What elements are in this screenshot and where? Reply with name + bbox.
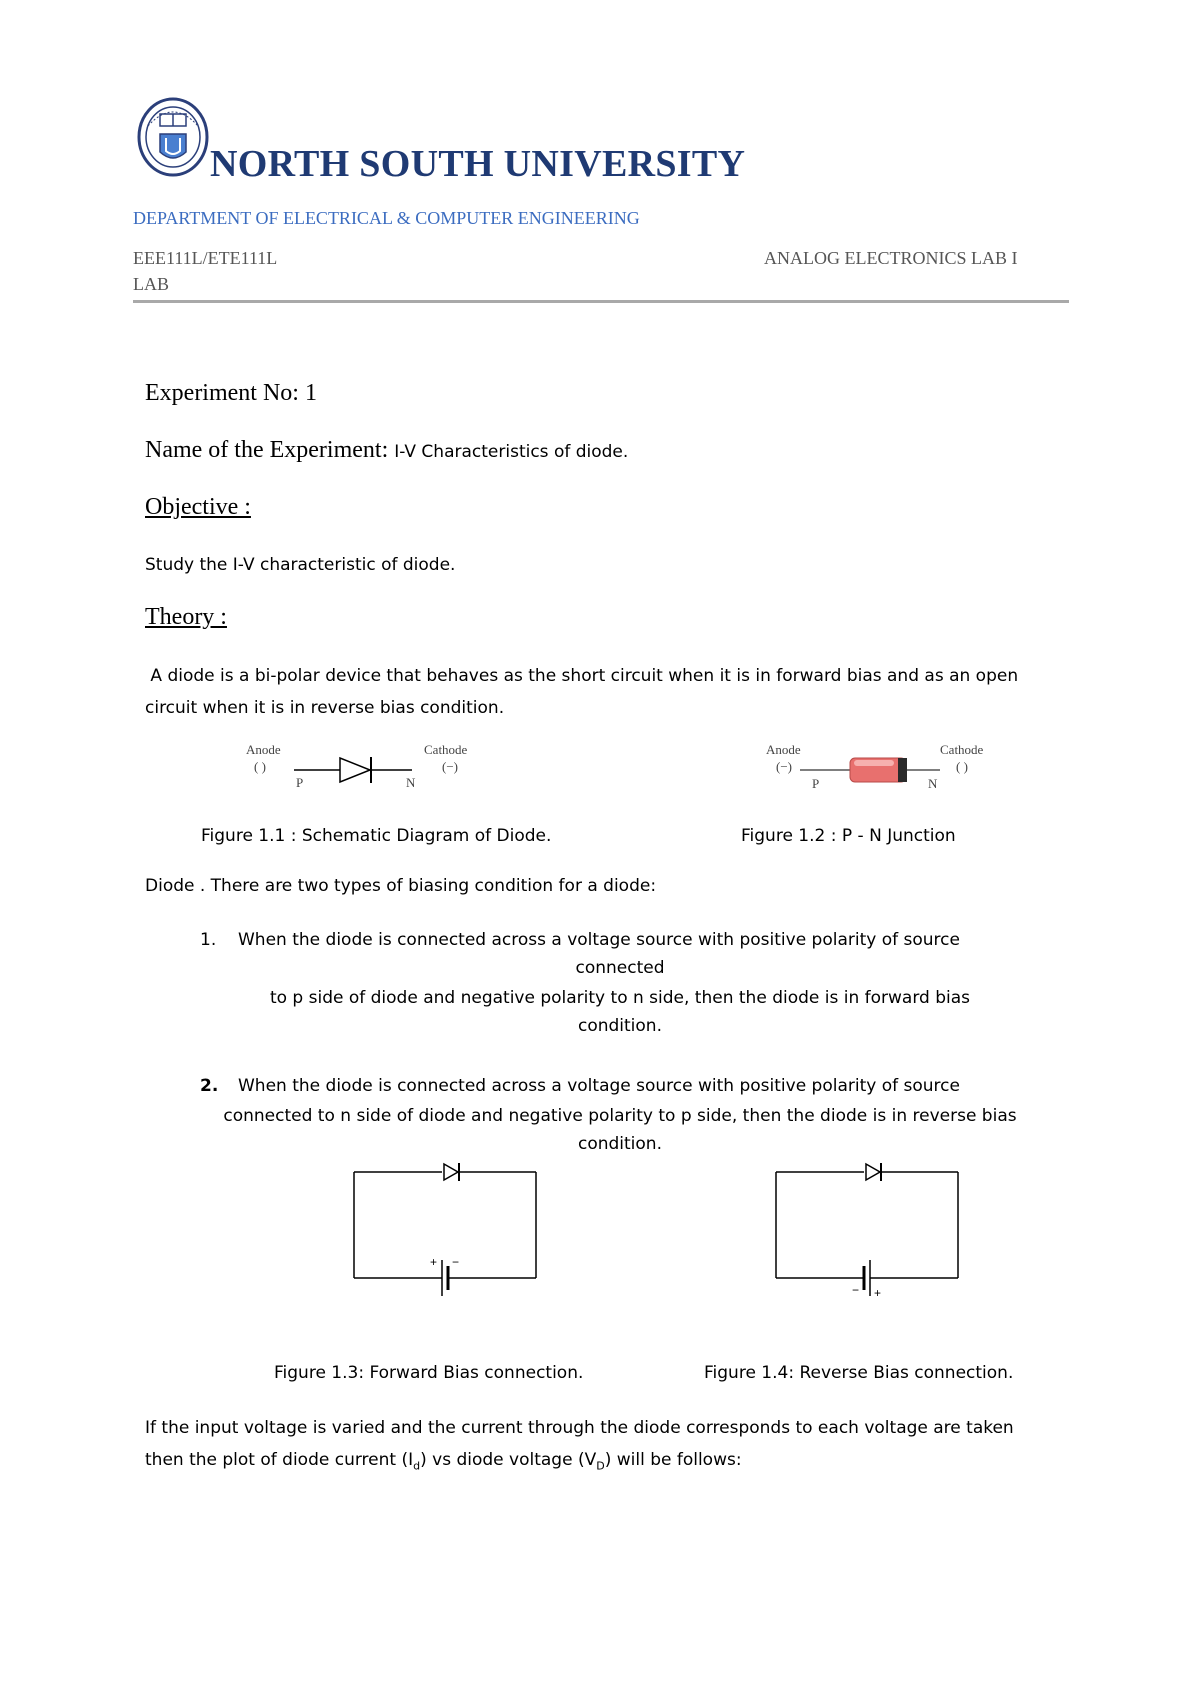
lab-name-tail: LAB bbox=[133, 274, 169, 294]
biasing-item-2-cont bbox=[145, 1102, 1095, 1158]
biasing-item-2 bbox=[200, 1072, 1040, 1100]
experiment-number: Experiment No: 1 bbox=[145, 380, 317, 406]
objective-heading: Objective : bbox=[145, 494, 251, 520]
biasing-item-2-number: 2. bbox=[200, 1076, 219, 1096]
figure-1-1-schematic bbox=[240, 740, 500, 792]
university-seal-logo bbox=[136, 96, 210, 178]
biasing-intro: Diode . There are two types of biasing condition for a diode: bbox=[145, 876, 657, 896]
figure-1-4-reverse-bias-circuit bbox=[770, 1160, 970, 1305]
fig4-minus-sign: − bbox=[852, 1283, 860, 1297]
biasing-item-2-line3: condition. bbox=[577, 1134, 662, 1154]
fig1-cathode-label: Cathode bbox=[424, 742, 468, 757]
fig1-p-label: P bbox=[296, 775, 304, 790]
experiment-name bbox=[145, 437, 628, 464]
header-divider bbox=[133, 300, 1069, 303]
figure-1-1-caption: Figure 1.1 : Schematic Diagram of Diode. bbox=[201, 826, 552, 846]
biasing-item-2-line2: connected to n side of diode and negative polarity to p side, then the diode is in reverse bias bbox=[223, 1106, 1017, 1126]
biasing-item-1 bbox=[200, 926, 1040, 982]
final-paragraph: If the input voltage is varied and the current through the diode corresponds to each voltage are taken then the plot of diode current $(I_d)$ vs diode voltage $(V_D)$ will be follows: bbox=[145, 1418, 1014, 1473]
figure-1-3-forward-bias-circuit bbox=[348, 1160, 548, 1300]
fig4-plus-sign: + bbox=[874, 1286, 882, 1300]
fig2-cathode-sign: ( ) bbox=[956, 759, 968, 774]
fig3-minus-sign: − bbox=[452, 1255, 460, 1269]
biasing-item-2-line1: When the diode is connected across a voltage source with positive polarity of source bbox=[238, 1076, 960, 1096]
biasing-item-1-cont bbox=[145, 984, 1095, 1040]
biasing-item-1-number: 1. bbox=[200, 930, 217, 950]
theory-paragraph: A diode is a bi-polar device that behaves as the short circuit when it is in forward bias and as an open circuit when it is in reverse bias condition. bbox=[145, 666, 1019, 718]
fig3-plus-sign: + bbox=[430, 1255, 438, 1269]
figure-1-2-caption: Figure 1.2 : P - N Junction bbox=[741, 826, 956, 846]
fig4-diode-icon bbox=[866, 1164, 880, 1180]
biasing-item-1-line2: connected bbox=[575, 958, 665, 978]
biasing-item-1-line1: When the diode is connected across a voltage source with positive polarity of source bbox=[238, 930, 960, 950]
fig2-n-label: N bbox=[928, 776, 938, 791]
fig2-anode-sign: (−) bbox=[776, 759, 792, 774]
fig2-p-label: P bbox=[812, 776, 820, 791]
department-name: DEPARTMENT OF ELECTRICAL & COMPUTER ENGINEERING bbox=[133, 208, 640, 228]
biasing-item-1-line3: to p side of diode and negative polarity to n side, then the diode is in forward bias bbox=[269, 988, 971, 1008]
objective-text: Study the I-V characteristic of diode. bbox=[145, 555, 456, 575]
figure-1-3-caption: Figure 1.3: Forward Bias connection. bbox=[274, 1363, 584, 1383]
fig2-cathode-label: Cathode bbox=[940, 742, 984, 757]
fig1-cathode-sign: (−) bbox=[442, 759, 458, 774]
experiment-name-value: I-V Characteristics of diode. bbox=[394, 442, 629, 462]
experiment-name-label: Name of the Experiment: bbox=[145, 437, 389, 463]
fig1-anode-label: Anode bbox=[246, 742, 281, 757]
biasing-item-1-line4: condition. bbox=[577, 1016, 662, 1036]
diode-symbol-icon bbox=[340, 758, 370, 782]
university-name: NORTH SOUTH UNIVERSITY bbox=[210, 143, 746, 185]
fig3-diode-icon bbox=[444, 1164, 458, 1180]
theory-heading: Theory : bbox=[145, 604, 227, 630]
fig1-n-label: N bbox=[406, 775, 416, 790]
lab-name: ANALOG ELECTRONICS LAB I bbox=[764, 248, 1018, 268]
figure-1-2-pn-junction bbox=[760, 740, 1010, 792]
figure-1-4-caption: Figure 1.4: Reverse Bias connection. bbox=[704, 1363, 1014, 1383]
fig1-anode-sign: ( ) bbox=[254, 759, 266, 774]
fig2-anode-label: Anode bbox=[766, 742, 801, 757]
course-code: EEE111L/ETE111L bbox=[133, 248, 278, 268]
